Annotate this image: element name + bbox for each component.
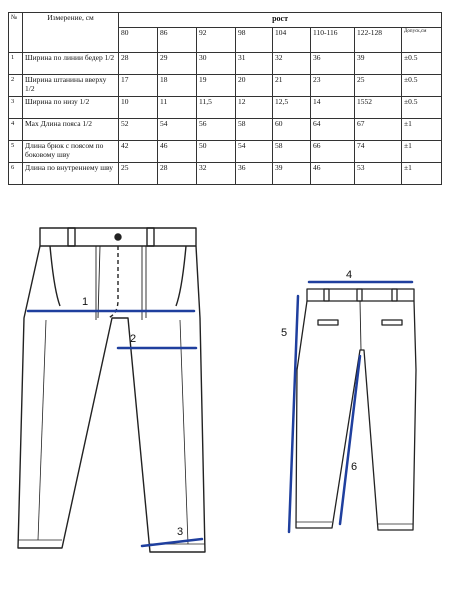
cell-value: 28: [158, 163, 197, 185]
measure-name: Длина по внутреннему шву: [23, 163, 119, 185]
height-header: рост: [119, 13, 442, 28]
cell-value: 46: [158, 141, 197, 163]
size-header: 92: [197, 28, 236, 53]
row-number: 5: [9, 141, 23, 163]
cell-value: 10: [119, 97, 158, 119]
pleat-left: [96, 246, 100, 320]
cell-value: 1552: [355, 97, 402, 119]
cell-value: 14: [311, 97, 355, 119]
fly-seam: [108, 246, 118, 318]
measure-label: 3: [177, 526, 184, 538]
size-header: 86: [158, 28, 197, 53]
tolerance-value: ±0.5: [402, 75, 442, 97]
measure-line-3: [142, 539, 202, 546]
back-pocket-right: [382, 320, 402, 325]
cell-value: 19: [197, 75, 236, 97]
cell-value: 46: [311, 163, 355, 185]
cell-value: 21: [273, 75, 311, 97]
cell-value: 39: [273, 163, 311, 185]
belt-loop: [357, 289, 362, 301]
row-number: 6: [9, 163, 23, 185]
size-header: 98: [236, 28, 273, 53]
tolerance-value: ±1: [402, 119, 442, 141]
measure-name: Ширина по низу 1/2: [23, 97, 119, 119]
size-header: 104: [273, 28, 311, 53]
pants-outline: [18, 246, 205, 552]
pants-back-view: [296, 289, 416, 530]
waistband: [307, 289, 414, 301]
cell-value: 58: [273, 141, 311, 163]
measure-name: Ширина штанины вверху 1/2: [23, 75, 119, 97]
front-pocket-left: [50, 246, 60, 306]
pleat-right: [142, 246, 146, 320]
tolerance-value: ±1: [402, 141, 442, 163]
tolerance-value: ±1: [402, 163, 442, 185]
button-icon: [115, 234, 121, 240]
measure-line-6: [340, 356, 360, 524]
crease-left: [38, 320, 46, 540]
cell-value: 11,5: [197, 97, 236, 119]
measure-label: 2: [130, 333, 137, 345]
cell-value: 29: [158, 53, 197, 75]
cell-value: 23: [311, 75, 355, 97]
cell-value: 50: [197, 141, 236, 163]
size-header: 80: [119, 28, 158, 53]
measure-label: 4: [346, 269, 353, 281]
cell-value: 20: [236, 75, 273, 97]
cell-value: 64: [311, 119, 355, 141]
cell-value: 12,5: [273, 97, 311, 119]
cell-value: 54: [236, 141, 273, 163]
center-back-seam: [360, 301, 361, 350]
cell-value: 18: [158, 75, 197, 97]
measure-name: Длина брюк с поясом по боковому шву: [23, 141, 119, 163]
cell-value: 54: [158, 119, 197, 141]
cell-value: 12: [236, 97, 273, 119]
pants-front-view: [18, 228, 205, 552]
back-pocket-left: [318, 320, 338, 325]
cell-value: 31: [236, 53, 273, 75]
cell-value: 42: [119, 141, 158, 163]
row-number: 2: [9, 75, 23, 97]
cell-value: 17: [119, 75, 158, 97]
belt-loop: [392, 289, 397, 301]
cell-value: 52: [119, 119, 158, 141]
belt-loop: [147, 228, 154, 246]
front-pocket-right: [176, 246, 186, 306]
tolerance-value: ±0.5: [402, 53, 442, 75]
cell-value: 58: [236, 119, 273, 141]
tolerance-header: Допуск,см: [402, 28, 442, 53]
column-measure-header: Измерение, см: [23, 13, 119, 53]
cell-value: 74: [355, 141, 402, 163]
row-number: 3: [9, 97, 23, 119]
cell-value: 25: [119, 163, 158, 185]
cell-value: 36: [236, 163, 273, 185]
cell-value: 56: [197, 119, 236, 141]
row-number: 1: [9, 53, 23, 75]
measure-name: Max Длина пояса 1/2: [23, 119, 119, 141]
cell-value: 25: [355, 75, 402, 97]
belt-loop: [324, 289, 329, 301]
cell-value: 60: [273, 119, 311, 141]
crease-right: [180, 320, 188, 544]
cell-value: 32: [197, 163, 236, 185]
cell-value: 36: [311, 53, 355, 75]
size-header: 110-116: [311, 28, 355, 53]
belt-loop: [68, 228, 75, 246]
cell-value: 30: [197, 53, 236, 75]
cell-value: 66: [311, 141, 355, 163]
measure-label: 1: [82, 296, 89, 308]
row-number: 4: [9, 119, 23, 141]
cell-value: 32: [273, 53, 311, 75]
pants-outline: [296, 301, 416, 530]
size-header: 122-128: [355, 28, 402, 53]
cell-value: 67: [355, 119, 402, 141]
measure-label: 5: [281, 327, 288, 339]
cell-value: 28: [119, 53, 158, 75]
measure-label: 6: [351, 461, 358, 473]
measure-name: Ширина по линии бедер 1/2: [23, 53, 119, 75]
tolerance-value: ±0.5: [402, 97, 442, 119]
cell-value: 53: [355, 163, 402, 185]
column-number-header: №: [9, 13, 23, 53]
cell-value: 39: [355, 53, 402, 75]
cell-value: 11: [158, 97, 197, 119]
